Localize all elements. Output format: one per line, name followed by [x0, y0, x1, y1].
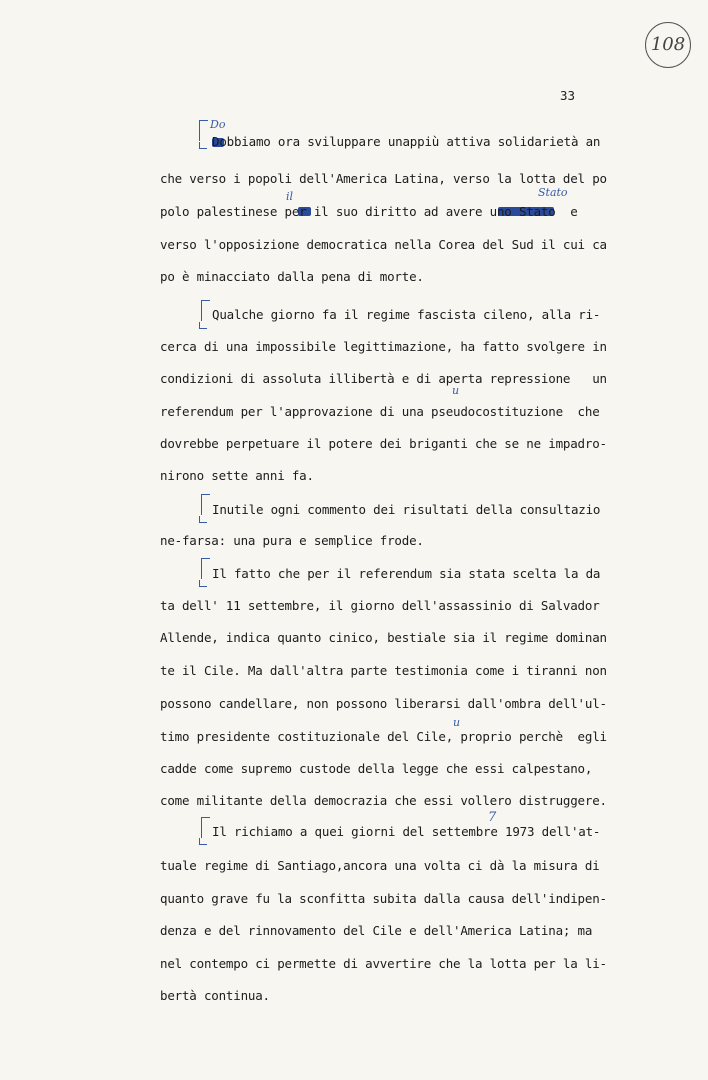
paragraph-bracket — [199, 516, 207, 523]
paragraph-bracket — [199, 838, 207, 845]
handwritten-correction: il — [286, 190, 294, 203]
text-line: possono candellare, non possono liberarsi dall'ombra dell'ul- — [160, 696, 607, 711]
text-line: come militante della democrazia che essi vollero distruggere. — [160, 793, 607, 808]
text-line: referendum per l'approvazione di una pseudocostituzione che — [160, 404, 600, 419]
text-line: cerca di una impossibile legittimazione, ha fatto svolgere in — [160, 339, 607, 354]
text-line: nirono sette anni fa. — [160, 468, 314, 483]
paragraph-bracket — [199, 322, 207, 329]
archive-number-stamp: 108 — [645, 22, 691, 68]
text-line: Qualche giorno fa il regime fascista cileno, alla ri- — [212, 307, 601, 322]
text-line: cadde come supremo custode della legge che essi calpestano, — [160, 761, 593, 776]
handwritten-correction: u — [453, 716, 461, 729]
handwritten-correction: Do — [210, 118, 226, 131]
paragraph-bracket — [201, 558, 210, 579]
text-line: ta dell' 11 settembre, il giorno dell'assassinio di Salvador — [160, 598, 600, 613]
text-line: nel contempo ci permette di avvertire che la lotta per la li- — [160, 956, 607, 971]
text-line: Dobbiamo ora sviluppare unappiù attiva solidarietà an — [212, 134, 601, 149]
text-line: denza e del rinnovamento del Cile e dell'America Latina; ma — [160, 923, 593, 938]
text-line: Inutile ogni commento dei risultati della consultazio — [212, 502, 601, 517]
paragraph-bracket — [201, 494, 210, 515]
paragraph-bracket — [201, 817, 210, 838]
handwritten-correction: Stato — [538, 186, 568, 199]
page-number: 33 — [560, 88, 576, 103]
paragraph-bracket — [199, 580, 207, 587]
handwritten-correction: u — [452, 384, 460, 397]
text-line: che verso i popoli dell'America Latina, verso la lotta del po — [160, 171, 607, 186]
text-line: Il fatto che per il referendum sia stata scelta la da — [212, 566, 601, 581]
text-line: dovrebbe perpetuare il potere dei briganti che se ne impadro- — [160, 436, 607, 451]
text-line: quanto grave fu la sconfitta subita dalla causa dell'indipen- — [160, 891, 607, 906]
paragraph-bracket — [199, 142, 207, 149]
handwritten-correction: 7 — [488, 810, 497, 825]
text-line: polo palestinese per il suo diritto ad avere uno Stato e — [160, 204, 578, 219]
text-line: verso l'opposizione democratica nella Corea del Sud il cui ca — [160, 237, 607, 252]
text-line: tuale regime di Santiago,ancora una volta ci dà la misura di — [160, 858, 600, 873]
text-line: po è minacciato dalla pena di morte. — [160, 269, 424, 284]
paragraph-bracket — [199, 120, 208, 141]
text-line: Allende, indica quanto cinico, bestiale sia il regime dominan — [160, 630, 607, 645]
text-line: timo presidente costituzionale del Cile, proprio perchè egli — [160, 729, 607, 744]
paragraph-bracket — [201, 300, 210, 321]
text-line: Il richiamo a quei giorni del settembre 1973 dell'at- — [212, 824, 601, 839]
text-line: bertà continua. — [160, 988, 270, 1003]
text-line: te il Cile. Ma dall'altra parte testimonia come i tiranni non — [160, 663, 607, 678]
text-line: ne-farsa: una pura e semplice frode. — [160, 533, 424, 548]
text-line: condizioni di assoluta illibertà e di aperta repressione un — [160, 371, 607, 386]
